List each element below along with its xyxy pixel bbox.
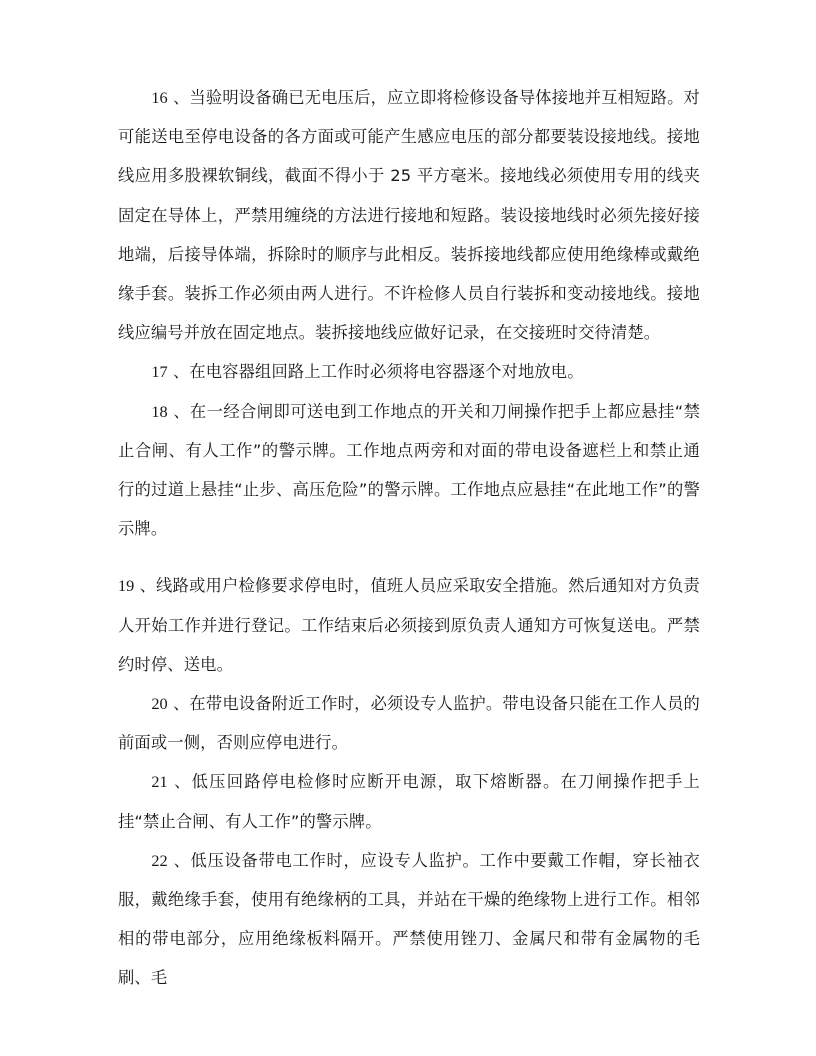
paragraph-number: 21 (151, 772, 168, 792)
paragraph-22 (118, 841, 700, 998)
document-text-body (118, 78, 700, 998)
paragraph-text: 低压设备带电工作时，应设专人监护。工作中要戴工作帽，穿长袖衣服，戴绝缘手套，使用有绝缘柄的工具，并站在干燥的绝缘物上进行工作。相邻相的带电部分，应用绝缘板料隔开。严禁使用锉刀、金属尺和带有金属物的毛刷、毛 (118, 850, 700, 988)
paragraph-number: 16 (151, 88, 168, 107)
paragraph-separator: 、 (173, 88, 190, 107)
paragraph-text: 在一经合闸即可送电到工作地点的开关和刀闸操作把手上都应悬挂“禁止合闸、有人工作”的警示牌。工作地点两旁和对面的带电设备遮栏上和禁止通行的过道上悬挂“止步、高压危险”的警示牌。工作地点应悬挂“在此地工作”的警示牌。 (118, 401, 701, 539)
paragraph-text: 在电容器组回路上工作时必须将电容器逐个对地放电。 (189, 362, 584, 382)
paragraph-text: 当验明设备确已无电压后，应立即将检修设备导体接地并互相短路。对可能送电至停电设备的各方面或可能产生感应电压的部分都要装设接地线。接地线应用多股裸软铜线，截面不得小于 25 平方毫米。接地线必须使用专用的线夹固定在导体上，严禁用缠绕的方法进行接地和短路。装设接地线时必须先接好接地端，后接导体端，拆除时的顺序与此相反。装拆接地线都应使用绝缘棒或戴绝缘手套。装拆工作必须由两人进行。不许检修人员自行装拆和变动接地线。接地线应编号并放在固定地点。装拆接地线应做好记录，在交接班时交待清楚。 (118, 88, 700, 343)
paragraph-number: 22 (151, 850, 168, 870)
paragraph-separator: 、 (139, 576, 157, 596)
paragraph-text: 低压回路停电检修时应断开电源，取下熔断器。在刀闸操作把手上挂“禁止合闸、有人工作”的警示牌。 (118, 772, 700, 831)
paragraph-17 (118, 352, 700, 391)
paragraph-number: 17 (151, 362, 168, 382)
paragraph-21 (118, 762, 700, 840)
paragraph-separator: 、 (173, 694, 190, 714)
paragraph-separator: 、 (173, 850, 191, 870)
paragraph-19 (118, 566, 700, 684)
paragraph-text: 线路或用户检修要求停电时，值班人员应采取安全措施。然后通知对方负责人开始工作并进行登记。工作结束后必须接到原负责人通知方可恢复送电。严禁约时停、送电。 (118, 576, 700, 674)
paragraph-number: 18 (151, 401, 168, 421)
paragraph-16 (118, 78, 700, 352)
paragraph-text: 在带电设备附近工作时，必须设专人监护。带电设备只能在工作人员的前面或一侧，否则应停电进行。 (118, 694, 700, 753)
paragraph-20 (118, 684, 700, 762)
paragraph-18 (118, 392, 700, 549)
paragraph-separator: 、 (173, 401, 190, 421)
paragraph-number: 20 (151, 694, 168, 714)
paragraph-separator: 、 (173, 362, 190, 382)
paragraph-number: 19 (118, 576, 135, 596)
paragraph-separator: 、 (174, 772, 192, 792)
